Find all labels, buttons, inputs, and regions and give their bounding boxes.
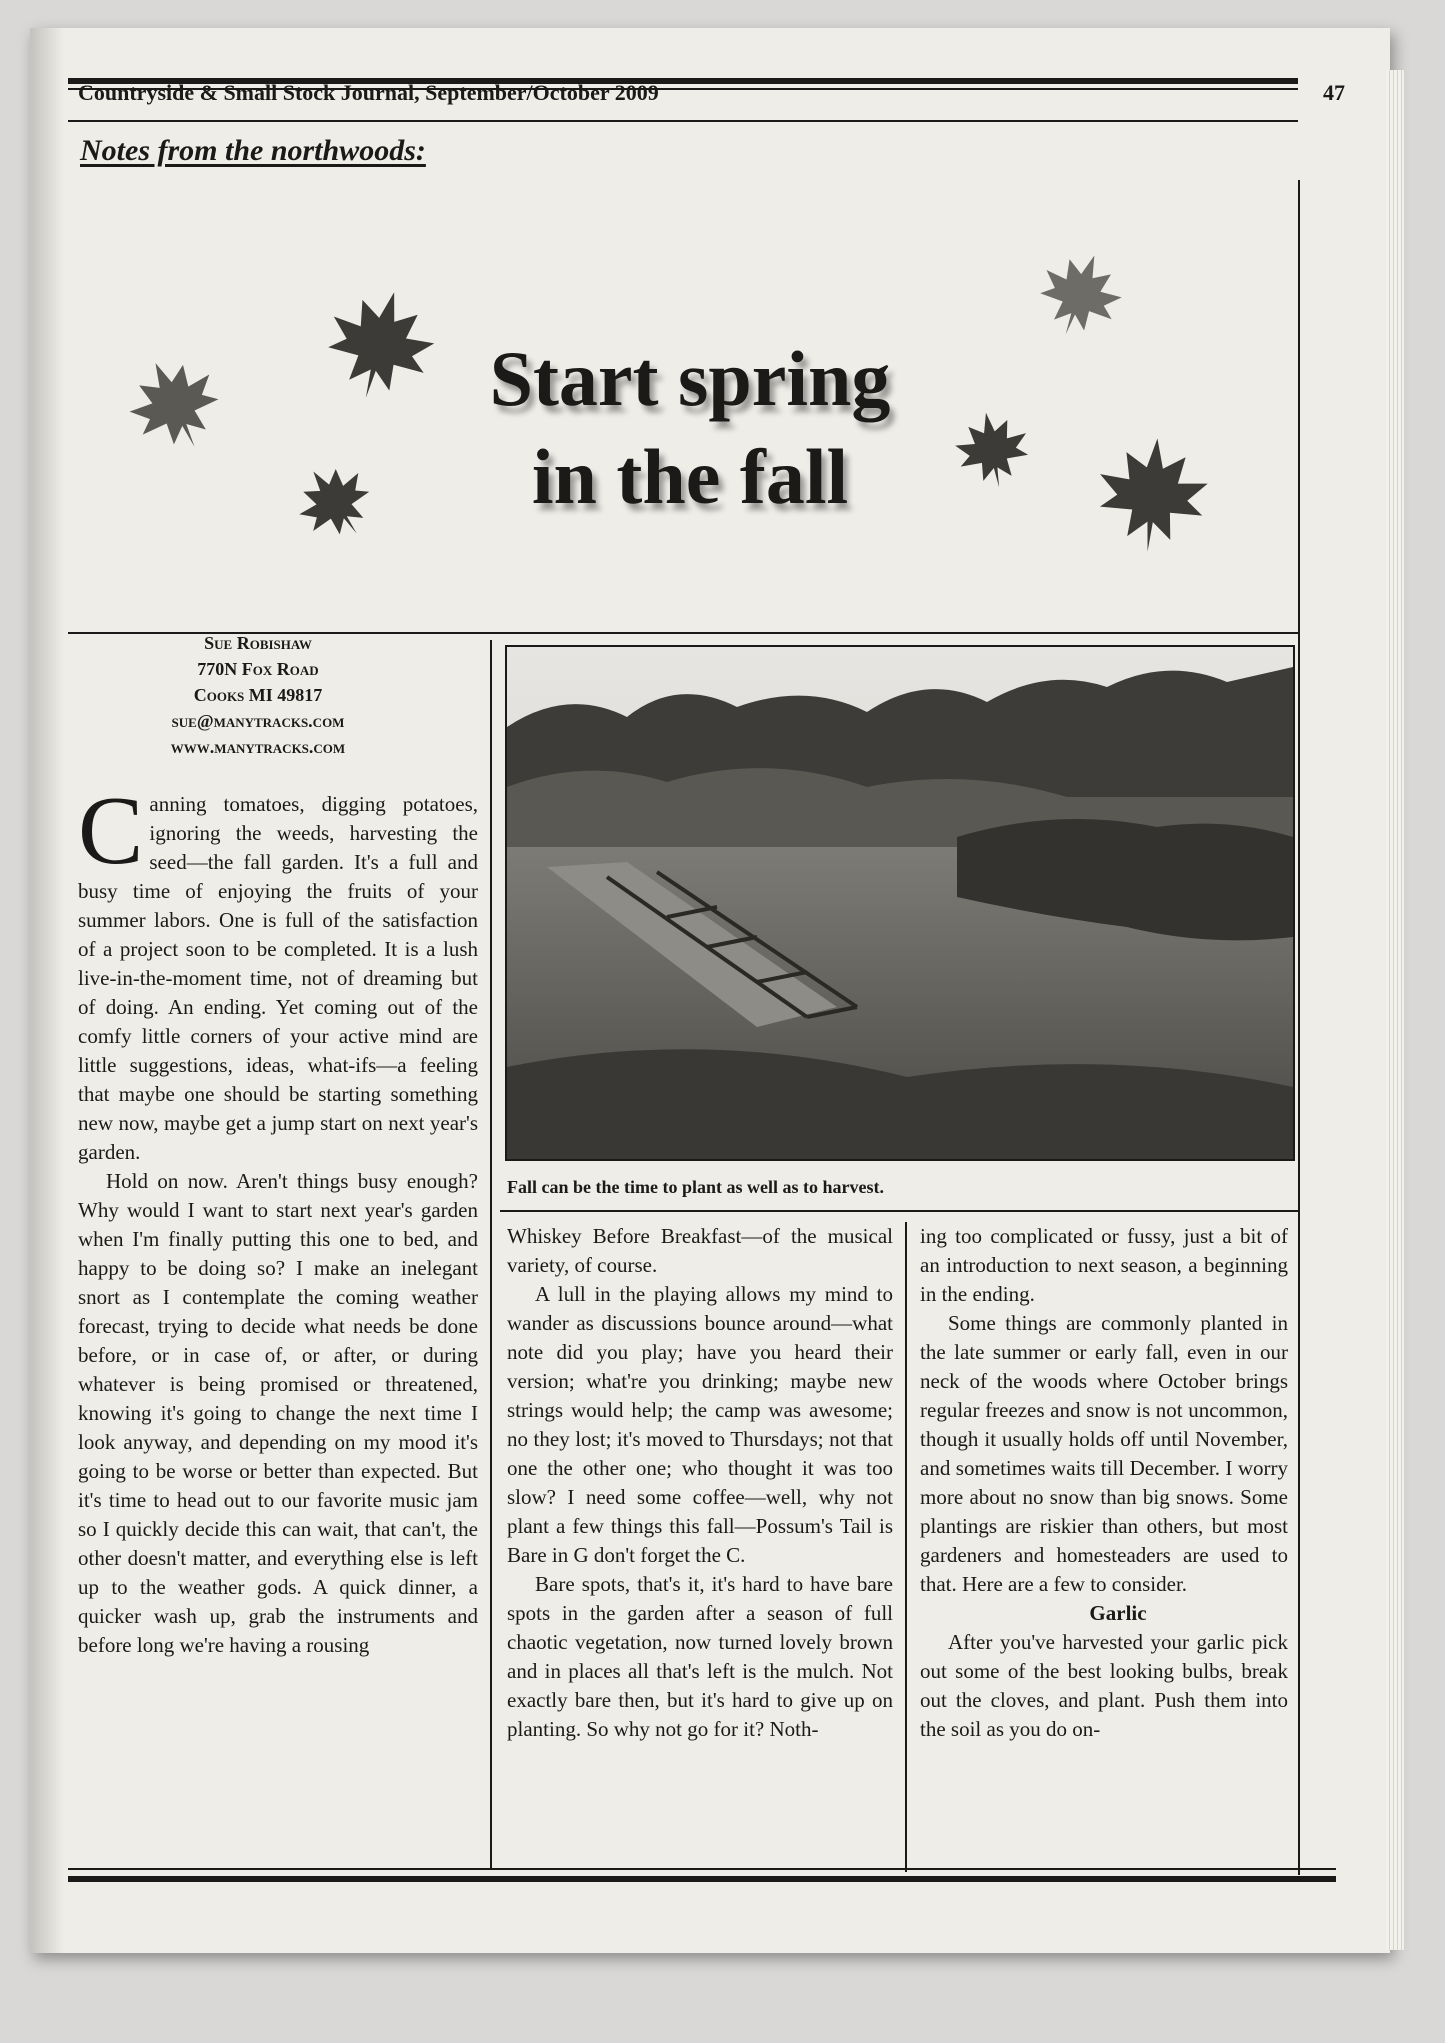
article-paragraph: Hold on now. Aren't things busy enough? Why would I want to start next year's garden when I'm finally putting this one to bed, and happy to be doing so? I make an inelegant snort as I contemplate the coming weather forecast, trying to decide what needs be done before, or in case of, or after, or during whatever is being promised or threatened, knowing it's going to change the next time I look anyway, and depending on my mood it's going to be worse or better than expected. But it's time to head out to our favorite music jam so I quickly decide this can wait, that can't, the other doesn't matter, and everything else is left up to the weather gods. A quick dinner, a quicker wash up, grab the instruments and before long we're having a rousing — [78, 1169, 478, 1657]
article-paragraph: Whiskey Before Breakfast—of the musical variety, of course. — [507, 1224, 893, 1277]
drop-cap: C — [78, 777, 144, 885]
author-website: www.manytracks.com — [170, 737, 346, 757]
column-divider-2 — [905, 1222, 907, 1872]
author-name: Sue Robishaw — [204, 633, 312, 653]
maple-leaf-icon — [290, 455, 380, 550]
author-address-2: Cooks MI 49817 — [193, 685, 323, 705]
header-rule-bottom — [68, 120, 1298, 122]
column-divider-1 — [490, 640, 492, 1870]
article-column-2 — [507, 1222, 893, 1744]
right-border — [1298, 180, 1300, 1875]
section-kicker: Notes from the northwoods: — [80, 134, 426, 167]
caption-rule — [500, 1210, 1300, 1212]
article-paragraph: A lull in the playing allows my mind to wander as discussions bounce around—what note did you play; have you heard their version; what're you drinking; maybe new strings would help; the camp was awesome; no they lost; it's moved to Thursdays; not that one the other one; who thought it was too slow? I need some coffee—well, why not plant a few things this fall—Possum's Tail is Bare in G don't forget the C. — [507, 1282, 893, 1567]
article-paragraph: Bare spots, that's it, it's hard to have bare spots in the garden after a season of full chaotic vegetation, now turned lovely brown and in places all that's left is the mulch. Not exactly bare then, but it's hard to give up on planting. So why not go for it? Noth- — [507, 1572, 893, 1741]
byline — [68, 630, 448, 760]
subhead-garlic: Garlic — [1089, 1601, 1147, 1625]
headline-line-2: in the fall — [531, 433, 849, 520]
article-column-1 — [78, 777, 478, 1660]
article-paragraph: ing too complicated or fussy, just a bit of an introduction to next season, a beginning in the ending. — [920, 1224, 1288, 1306]
headline — [370, 330, 1010, 526]
footer-rule-thin — [68, 1868, 1336, 1870]
author-address-1: 770N Fox Road — [197, 659, 319, 679]
photo-caption: Fall can be the time to plant as well as to harvest. — [507, 1177, 884, 1197]
maple-leaf-icon — [120, 350, 230, 460]
garden-photo — [505, 645, 1295, 1161]
page-edges — [1386, 70, 1404, 1950]
article-paragraph: After you've harvested your garlic pick out some of the best looking bulbs, break out the cloves, and plant. Push them into the soil as you do on- — [920, 1630, 1288, 1741]
maple-leaf-icon — [1025, 245, 1135, 345]
article-column-3 — [920, 1222, 1288, 1744]
maple-leaf-icon — [1085, 420, 1220, 570]
article-paragraph-text: anning tomatoes, digging potatoes, ignoring the weeds, harvesting the seed—the fall garden. It's a full and busy time of enjoying the fruits of your summer labors. One is full of the satisfaction of a project soon to be completed. It is a lush live-in-the-moment time, not of dreaming but of doing. An ending. Yet coming out of the comfy little corners of your active mind are little suggestions, ideas, what-ifs—a feeling that maybe one should be starting something new now, maybe get a jump start on next year's garden. — [78, 792, 478, 1164]
headline-line-1: Start spring — [489, 335, 891, 422]
author-email: sue@manytracks.com — [171, 711, 345, 731]
article-paragraph: Some things are commonly planted in the late summer or early fall, even in our neck of the woods where October brings regular freezes and snow is not uncommon, though it usually holds off until November, and sometimes waits till December. I worry more about no snow than big snows. Some plantings are riskier than others, but most gardeners and homesteaders are used to that. Here are a few to consider. — [920, 1311, 1288, 1596]
spine-shadow — [30, 28, 64, 1953]
article-paragraph — [78, 777, 478, 1167]
footer-rule-thick — [68, 1876, 1336, 1882]
page-number: 47 — [1323, 80, 1345, 105]
journal-title: Countryside & Small Stock Journal, September/October 2009 — [78, 80, 659, 105]
